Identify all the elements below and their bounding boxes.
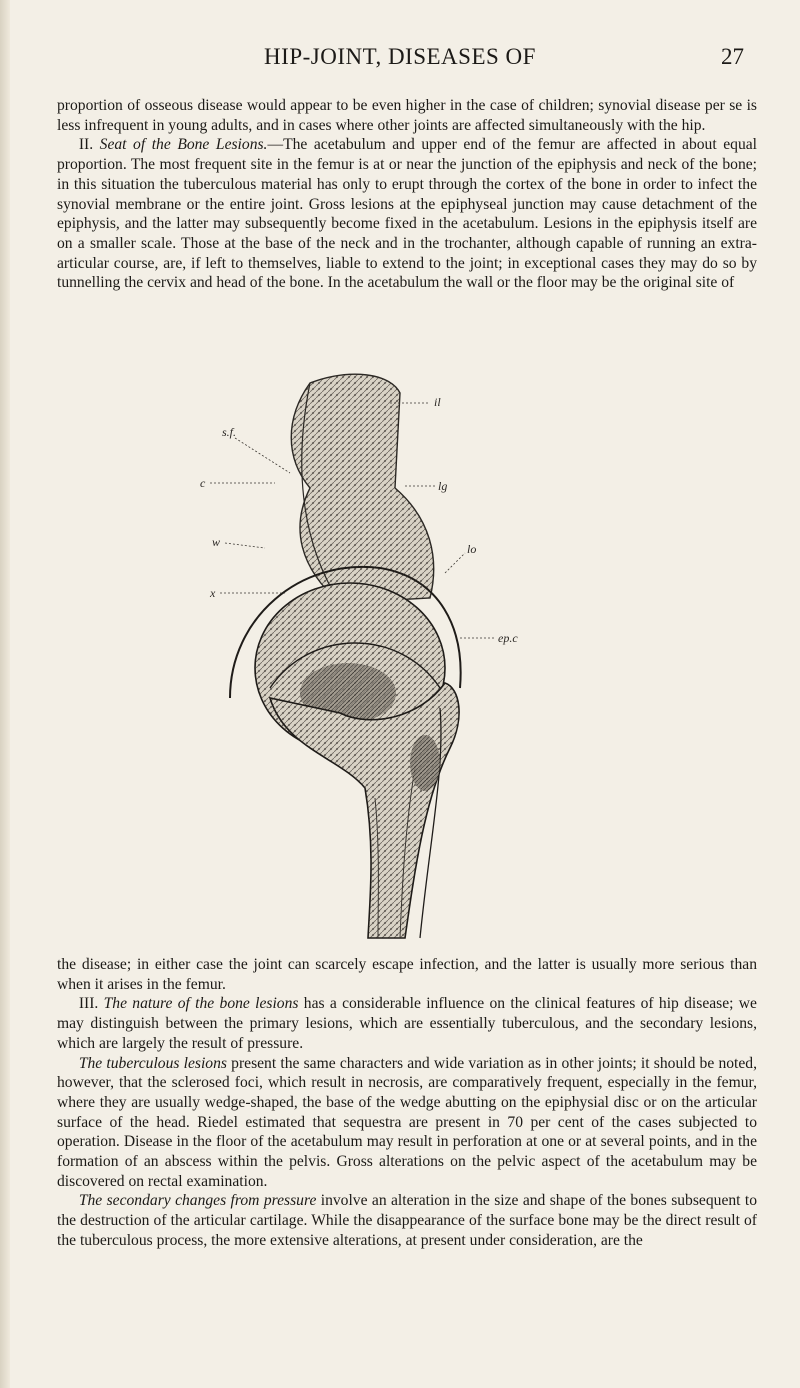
label-c: c <box>200 476 206 490</box>
subsection-heading: The secondary changes from pressure <box>78 1192 317 1210</box>
paragraph-continuation <box>57 955 757 994</box>
label-lo: lo <box>467 542 477 556</box>
ilium-shape <box>291 374 433 603</box>
paragraph-nature-of-bone-lesions <box>57 994 757 1053</box>
subsection-heading: The tuberculous lesions <box>78 1054 227 1072</box>
femur-neck-shaft <box>270 683 459 938</box>
label-x: x <box>210 586 216 600</box>
paragraph-tuberculous-lesions <box>57 1054 757 1192</box>
text-block-top <box>57 96 757 293</box>
paragraph-text: —The acetabulum and upper end of the femur are affected in about equal proportion. The most frequent site in the femur is at or near the junction of the epiphysis and neck of the bone; in this situation the tuberculous material has only to erupt through the cortex of the bone in order to infect the synovial membrane or the entire joint. Gross lesions at the epiphyseal junction may cause detachment of the epiphysis, and the latter may subsequently become fixed in the acetabulum. Lesions in the epiphysis itself are on a smaller scale. Those at the base of the neck and in the trochanter, although capable of running an extra-articular course, are, if left to themselves, liable to extend to the joint; in exceptional cases they may do so by tunnelling the cervix and head of the bone. In the acetabulum the wall or the floor may be the original site of <box>57 136 758 292</box>
femur-acetabulum-illustration <box>190 368 560 948</box>
section-heading: The nature of the bone lesions <box>103 995 299 1013</box>
label-il: il <box>434 395 441 409</box>
paragraph-text: present the same characters and wide variation as in other joints; it should be noted, however, that the sclerosed foci, which result in necrosis, are comparatively frequent, especially in the femur, where they are usually wedge-shaped, the base of the wedge abutting on the epiphysial disc or on the articular surface of the head. Riedel estimated that sequestra are present in 70 per cent of the cases subjected to operation. Disease in the floor of the acetabulum may result in perforation at one or at several points, and in the formation of an abscess within the pelvis. Gross alterations on the pelvic aspect of the acetabulum may be discovered on rectal examination. <box>57 1054 758 1190</box>
label-ep: ep.c <box>498 631 518 645</box>
text-block-bottom <box>57 955 757 1251</box>
page-header <box>0 44 800 74</box>
hip-section-figure <box>190 368 560 948</box>
section-number: II. <box>78 136 100 154</box>
paragraph-secondary-changes <box>57 1191 757 1250</box>
paragraph-seat-of-bone-lesions <box>57 135 757 293</box>
page-number: 27 <box>721 44 744 69</box>
paragraph-text: the disease; in either case the joint can scarcely escape infection, and the latter is usually more serious than when it arises in the femur. <box>57 956 757 993</box>
section-number: III. <box>78 995 104 1013</box>
page-spine-edge <box>0 0 10 1388</box>
label-w: w <box>212 535 221 549</box>
paragraph-text: proportion of osseous disease would appear to be even higher in the case of children; synovial disease per se is less infrequent in young adults, and in cases where other joints are affected simultaneously with the hip. <box>57 97 757 134</box>
label-lg: lg <box>438 479 448 493</box>
running-title: HIP-JOINT, DISEASES OF <box>264 44 536 69</box>
label-sf: s.f. <box>222 425 237 439</box>
paragraph-text: involve an alteration in the size and shape of the bones subsequent to the destruction of the articular cartilage. While the disappearance of the surface bone may be the direct result of the tuberculous process, the more extensive alterations, at present under consideration, are the <box>57 1192 758 1249</box>
section-heading: Seat of the Bone Lesions. <box>99 136 268 154</box>
paragraph-continuation <box>57 96 757 135</box>
paragraph-text: has a considerable influence on the clinical features of hip disease; we may distinguish between the primary lesions, which are essentially tuberculous, and the secondary lesions, which are largely the result of pressure. <box>57 995 757 1052</box>
